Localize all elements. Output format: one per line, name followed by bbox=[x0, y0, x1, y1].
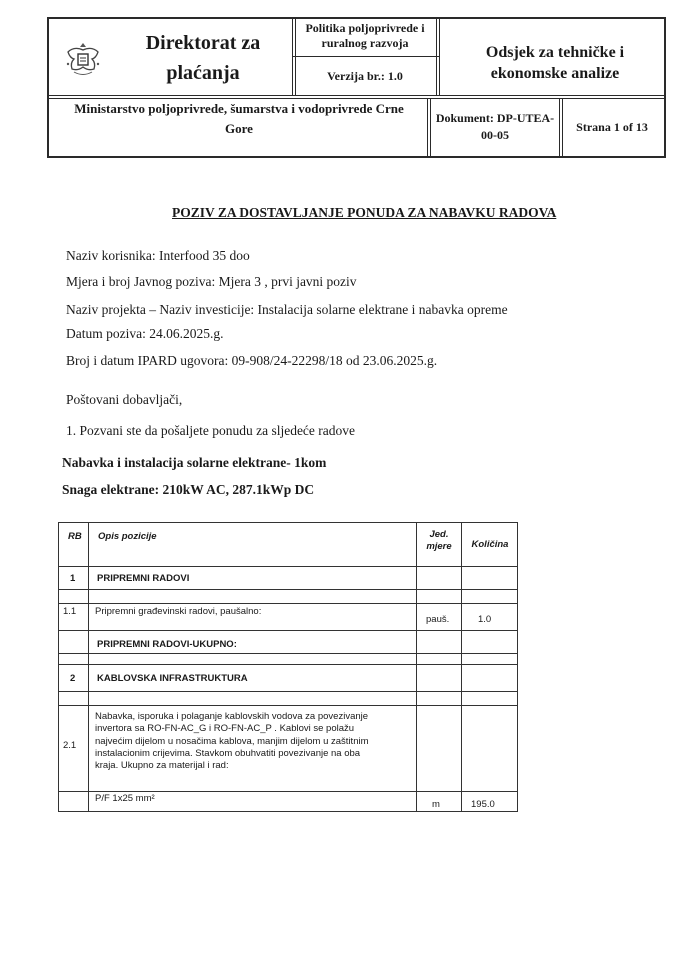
info-measure: Mjera i broj Javnog poziva: Mjera 3 , prvi javni poziv bbox=[66, 274, 357, 289]
ministry-label: Ministarstvo poljoprivrede, šumarstva i vodoprivrede Crne Gore bbox=[74, 101, 404, 136]
section-1-title: PRIPREMNI RADOVI bbox=[97, 573, 190, 584]
row-2-1-cable-type: P/F 1x25 mm² bbox=[95, 793, 155, 804]
header-description: Opis pozicije bbox=[98, 531, 157, 542]
row-2-1-description: Nabavka, isporuka i polaganje kablovskih vodova za povezivanje invertora sa RO-FN-AC_G i RO-FN-AC_P . Kablovi se polažu najvećim dijelom u nosačima kablova, manjim dijelom u zaštitnim instalacionim crijevima. Stavkom obuhvatiti povezivanje na oba kraja. Ukupno za materijal i rad: bbox=[95, 711, 369, 772]
row-1-1-quantity: 1.0 bbox=[478, 614, 492, 625]
section-2-title: KABLOVSKA INFRASTRUKTURA bbox=[97, 673, 248, 684]
info-user: Naziv korisnika: Interfood 35 doo bbox=[66, 248, 250, 263]
header-rb: RB bbox=[68, 531, 82, 542]
subject-line-2: Snaga elektrane: 210kW AC, 287.1kWp DC bbox=[62, 482, 315, 497]
header-unit: Jed. mjere bbox=[426, 529, 452, 552]
preparatory-total: PRIPREMNI RADOVI-UKUPNO: bbox=[97, 639, 237, 650]
version-label: Verzija br.: 1.0 bbox=[327, 69, 403, 83]
row-1-1-unit: pauš. bbox=[426, 614, 450, 625]
directorate-title: Direktorat za plaćanja bbox=[145, 32, 261, 84]
info-project: Naziv projekta – Naziv investicije: Instalacija solarne elektrane i nabavka opreme bbox=[66, 302, 508, 317]
coat-of-arms-logo bbox=[60, 40, 106, 80]
header-quantity: Količina bbox=[471, 539, 509, 550]
subject-line-1: Nabavka i instalacija solarne elektrane- 1kom bbox=[62, 455, 327, 470]
policy-label: Politika poljoprivrede i ruralnog razvoja bbox=[305, 21, 425, 50]
section-1-number: 1 bbox=[70, 573, 76, 584]
section-2-number: 2 bbox=[70, 673, 76, 684]
row-1-1-description: Pripremni građevinski radovi, paušalno: bbox=[95, 606, 262, 617]
department-label: Odsjek za tehničke i ekonomske analize bbox=[485, 44, 625, 82]
invitation-text: 1. Pozvani ste da pošaljete ponudu za sljedeće radove bbox=[66, 423, 356, 438]
document-code: Dokument: DP-UTEA- 00-05 bbox=[435, 111, 555, 142]
row-2-1-unit: m bbox=[432, 799, 440, 810]
info-contract: Broj i datum IPARD ugovora: 09-908/24-22298/18 od 23.06.2025.g. bbox=[66, 353, 438, 368]
page-title: POZIV ZA DOSTAVLJANJE PONUDA ZA NABAVKU RADOVA bbox=[172, 205, 557, 220]
works-table bbox=[58, 522, 518, 812]
page-number: Strana 1 of 13 bbox=[576, 120, 648, 134]
info-date: Datum poziva: 24.06.2025.g. bbox=[66, 326, 224, 341]
row-1-1-number: 1.1 bbox=[63, 606, 77, 617]
row-2-1-number: 2.1 bbox=[63, 740, 77, 751]
greeting: Poštovani dobavljači, bbox=[66, 392, 183, 407]
row-2-1-quantity: 195.0 bbox=[471, 799, 495, 810]
